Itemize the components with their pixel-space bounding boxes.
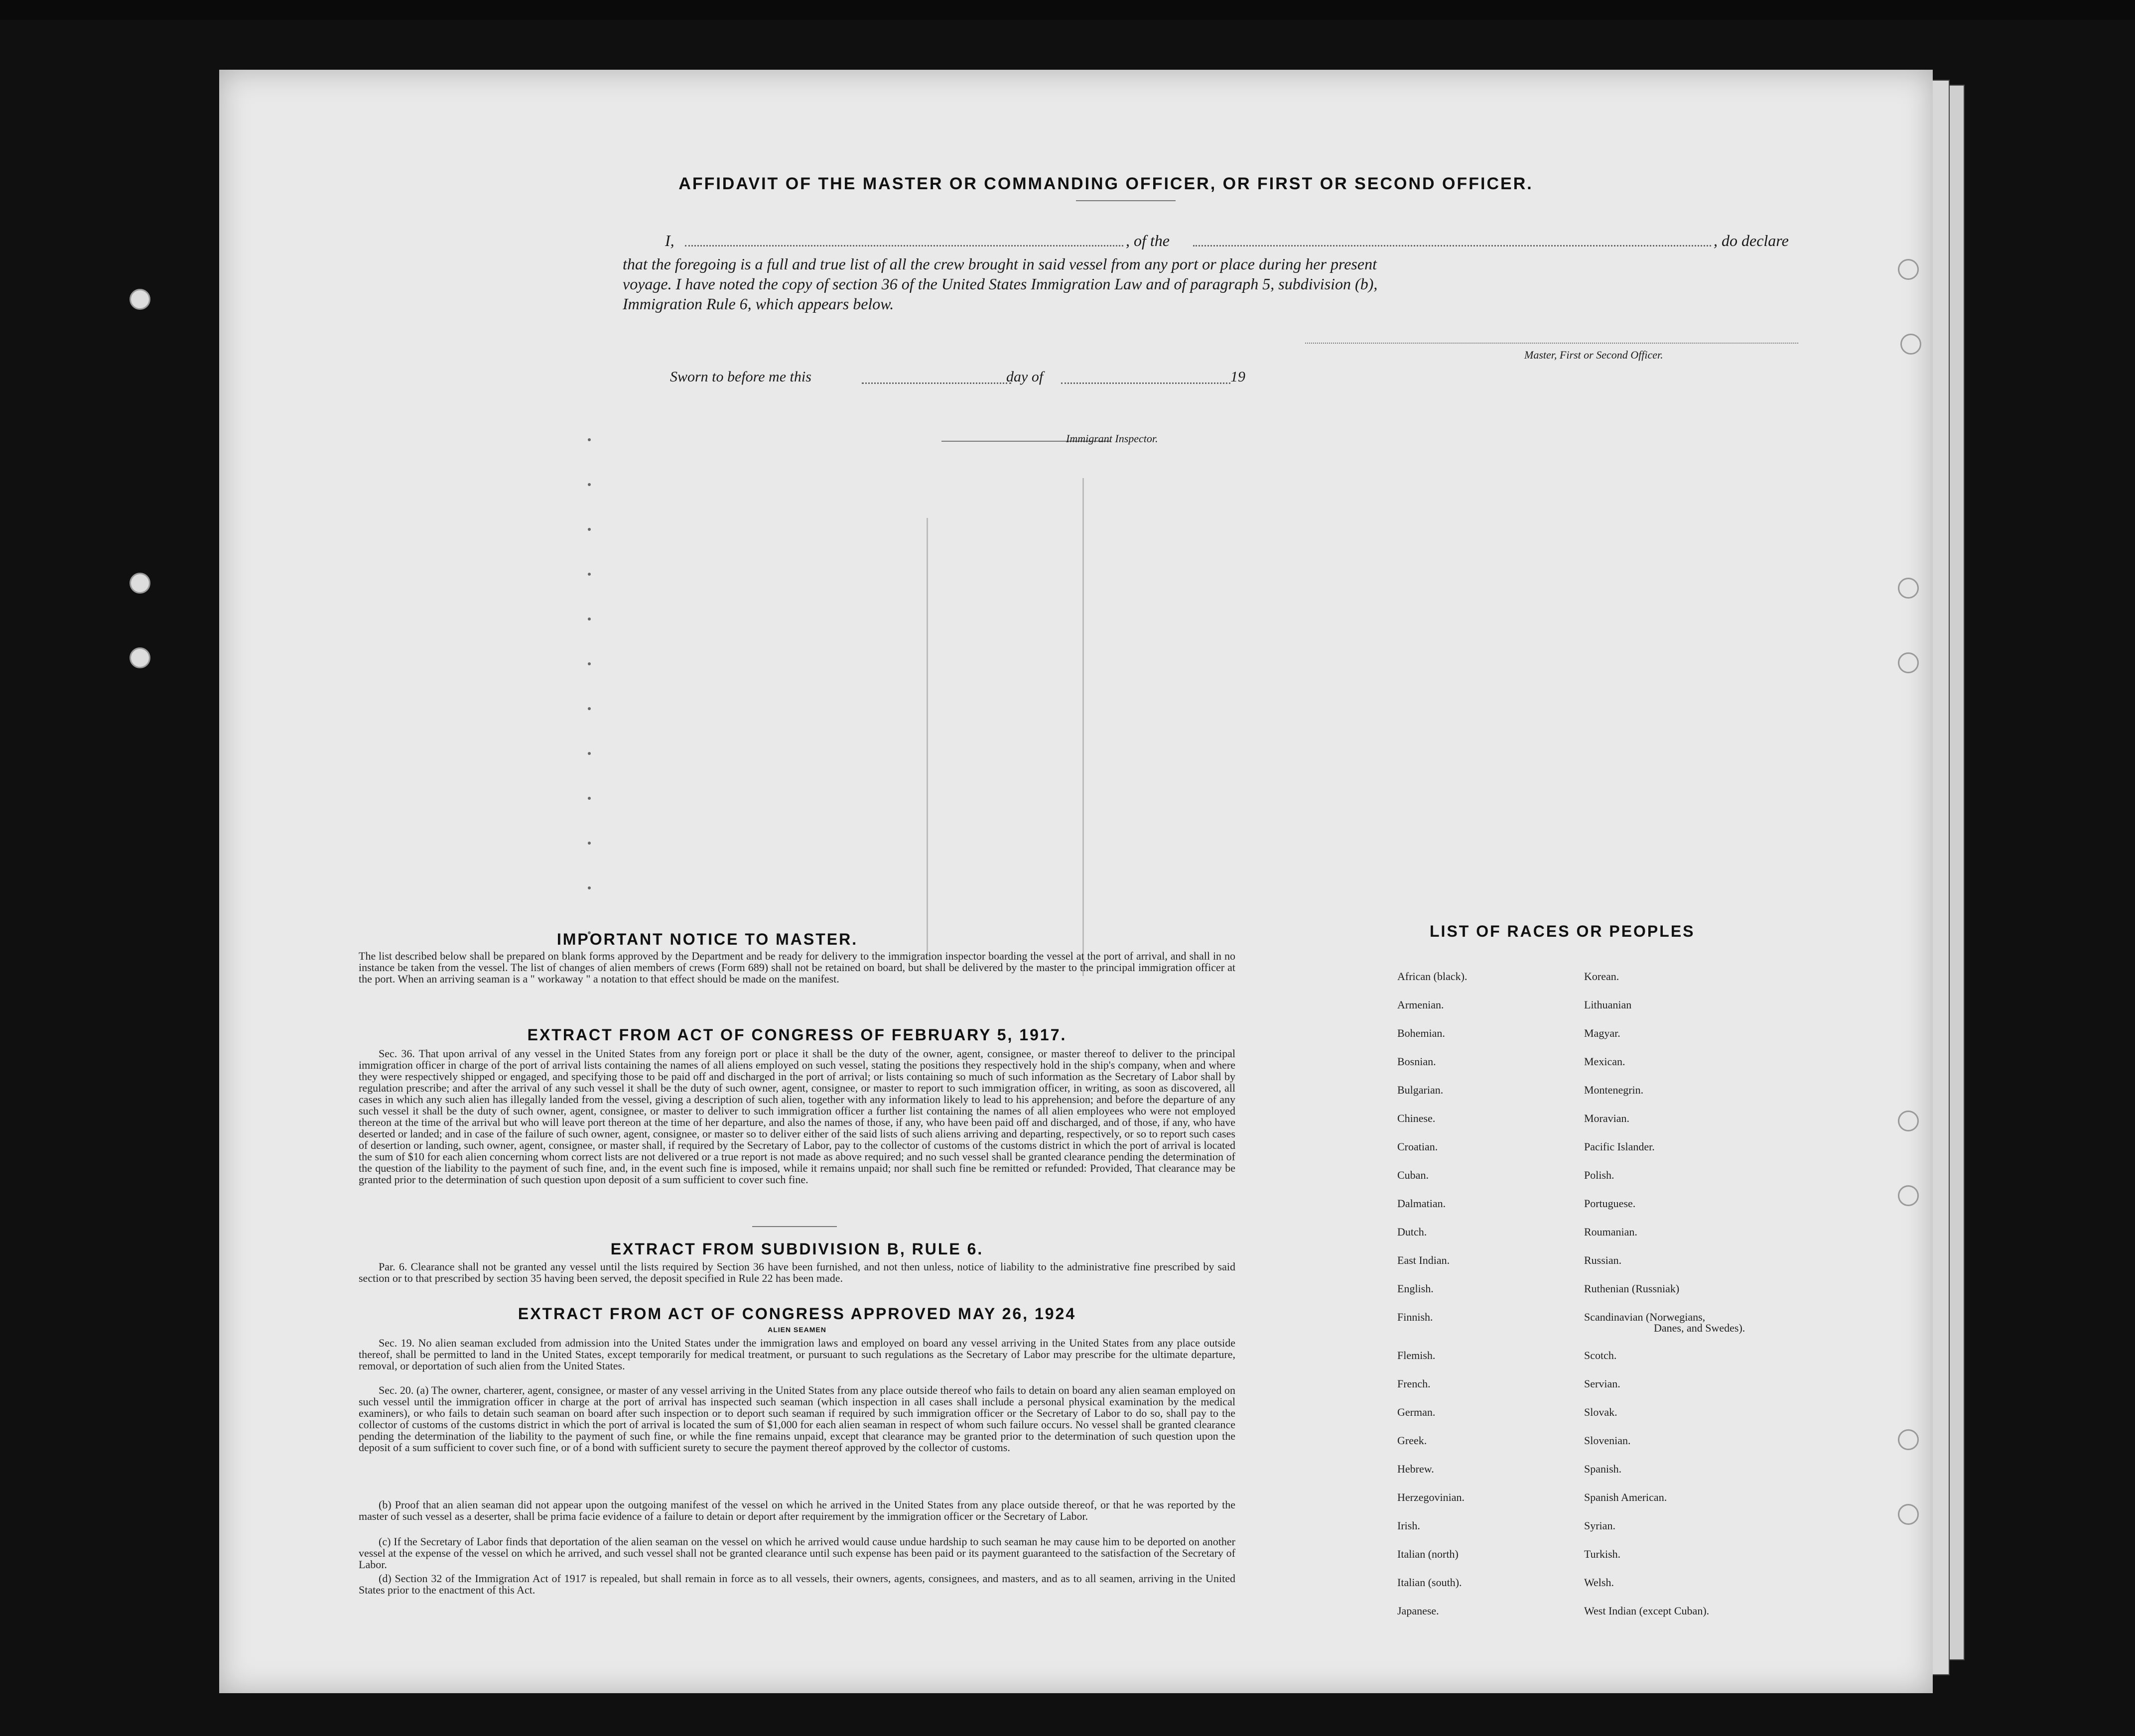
- race-item: Cuban.: [1397, 1169, 1429, 1181]
- affidavit-of-the-label: , of the: [1126, 232, 1170, 249]
- race-item: Slovenian.: [1584, 1434, 1631, 1447]
- extract-1917-title: EXTRACT FROM ACT OF CONGRESS OF FEBRUARY 5, 1917.: [527, 1026, 1067, 1044]
- manifest-page: [219, 70, 1933, 1693]
- race-item: Finnish.: [1397, 1311, 1433, 1323]
- ghost-mark: [588, 797, 591, 800]
- ghost-mark: [588, 528, 591, 531]
- race-item: Greek.: [1397, 1434, 1427, 1447]
- race-item: Bohemian.: [1397, 1027, 1445, 1039]
- sworn-label: Sworn to before me this: [670, 369, 811, 385]
- hole-punch: [130, 647, 150, 668]
- notice-body: The list described below shall be prepared on blank forms approved by the Department and be ready for delivery to the immigration inspector boarding the vessel at the port of arrival, and shall in no instance be taken from the vessel. The list of changes of alien members of crews (Form 689) shall not be retained on board, but shall be delivered by the master to the principal immigration officer at the port. When an arriving seaman is a " workaway " a notation to that effect should be made on the manifest.: [359, 950, 1235, 985]
- extract-rule6-title: EXTRACT FROM SUBDIVISION B, RULE 6.: [610, 1240, 984, 1258]
- sec20d-text: (d) Section 32 of the Immigration Act of 1917 is repealed, but shall remain in force as to all vessels, their owners, agents, consignees, and masters, and as to all seamen, arriving in the United States prior to the enactment of this Act.: [359, 1572, 1235, 1596]
- ghost-mark: [588, 707, 591, 710]
- race-item: Syrian.: [1584, 1519, 1615, 1532]
- sec19-text: Sec. 19. No alien seaman excluded from admission into the United States under the immigration laws and employed on board any vessel arriving in the United States from any place outside thereof, shall be permitted to land in the United States, except temporarily for medical treatment, or pursuant to such regulations as the Secretary of Labor may prescribe for the ultimate departure, removal, or deportation of such alien from the United States.: [359, 1337, 1235, 1372]
- race-item: Russian.: [1584, 1254, 1622, 1266]
- title-rule: [1076, 200, 1176, 201]
- race-item: Scotch.: [1584, 1349, 1617, 1362]
- race-item: Flemish.: [1397, 1349, 1436, 1362]
- affidavit-do-declare-label: , do declare: [1714, 232, 1789, 249]
- binder-ring-hole: [1900, 334, 1921, 355]
- race-item: Bosnian.: [1397, 1055, 1436, 1068]
- declaration-line-2: voyage. I have noted the copy of section 36 of the United States Immigration Law and of paragraph 5, subdivision (b),: [623, 275, 1378, 293]
- race-item: Roumanian.: [1584, 1226, 1637, 1238]
- ghost-mark: [588, 662, 591, 665]
- affidavit-i-label: I,: [665, 232, 674, 249]
- ghost-mark: [588, 886, 591, 889]
- ghost-column-line: [1082, 478, 1084, 976]
- race-item: West Indian (except Cuban).: [1584, 1605, 1710, 1617]
- sworn-day-field[interactable]: [862, 382, 1011, 384]
- sec20c-text: (c) If the Secretary of Labor finds that deportation of the alien seaman on the vessel on which he arrived would cause undue hardship to such seaman he may cause him to be deported on another vessel at the expense of the vessel on which he arrived, and such vessel shall not be granted clearance until such expense has been paid or its payment guaranteed to the satisfaction of the Secretary of Labor.: [359, 1535, 1235, 1571]
- binder-ring-hole: [1898, 578, 1919, 599]
- race-item: Ruthenian (Russniak): [1584, 1282, 1680, 1295]
- section-rule: [752, 1226, 837, 1227]
- hole-punch: [130, 573, 150, 594]
- ghost-mark: [588, 752, 591, 755]
- race-item: Armenian.: [1397, 998, 1444, 1011]
- race-item: Italian (south).: [1397, 1576, 1462, 1589]
- binder-ring-hole: [1898, 1504, 1919, 1525]
- alien-seamen-subtitle: ALIEN SEAMEN: [768, 1326, 826, 1334]
- sworn-month-field[interactable]: [1061, 382, 1230, 384]
- ghost-mark: [588, 483, 591, 486]
- race-item: East Indian.: [1397, 1254, 1450, 1266]
- affidavit-title: AFFIDAVIT OF THE MASTER OR COMMANDING OFFICER, OR FIRST OR SECOND OFFICER.: [678, 174, 1533, 193]
- race-item: Servian.: [1584, 1377, 1620, 1390]
- race-item: Irish.: [1397, 1519, 1420, 1532]
- ghost-mark: [588, 573, 591, 576]
- declaration-line-1: that the foregoing is a full and true list of all the crew brought in said vessel from any port or place during her present: [623, 255, 1377, 273]
- race-item: Turkish.: [1584, 1548, 1621, 1560]
- race-item: Korean.: [1584, 970, 1619, 983]
- race-item: Pacific Islander.: [1584, 1140, 1655, 1153]
- race-item: Herzegovinian.: [1397, 1491, 1465, 1503]
- sec20b-text: (b) Proof that an alien seaman did not appear upon the outgoing manifest of the vessel on which he arrived in the United States from any place outside thereof, or that he was reported by the master of such vessel as a deserter, shall be prima facie evidence of a failure to detain or deport after requirement by the immigration officer or the Secretary of Labor.: [359, 1498, 1235, 1522]
- race-item: Hebrew.: [1397, 1463, 1434, 1475]
- race-item: Chinese.: [1397, 1112, 1436, 1124]
- race-item: Spanish American.: [1584, 1491, 1667, 1503]
- race-item: Moravian.: [1584, 1112, 1630, 1124]
- day-of-label: day of: [1006, 369, 1044, 385]
- master-signature-line[interactable]: [1305, 343, 1798, 344]
- master-signature-label: Master, First or Second Officer.: [1524, 349, 1663, 361]
- ghost-mark: [588, 618, 591, 620]
- race-item: Spanish.: [1584, 1463, 1622, 1475]
- notice-title: IMPORTANT NOTICE TO MASTER.: [556, 930, 858, 948]
- race-item: African (black).: [1397, 970, 1468, 983]
- declaration-line-3: Immigration Rule 6, which appears below.: [623, 295, 894, 313]
- extract-rule6-body: Par. 6. Clearance shall not be granted any vessel until the lists required by Section 36 have been furnished, and not then unless, notice of liability to the administrative fine prescribed by said section or to that prescribed by section 35 having been served, the deposit specified in Rule 22 has been made.: [359, 1260, 1235, 1284]
- race-item: Italian (north): [1397, 1548, 1459, 1560]
- race-item: Portuguese.: [1584, 1197, 1636, 1210]
- year-prefix: 19: [1230, 369, 1245, 385]
- race-item: Welsh.: [1584, 1576, 1614, 1589]
- inspector-label: Immigrant Inspector.: [1066, 432, 1158, 445]
- race-item: Magyar.: [1584, 1027, 1620, 1039]
- vessel-name-field[interactable]: [1193, 245, 1711, 247]
- race-item: Dalmatian.: [1397, 1197, 1446, 1210]
- ghost-mark: [588, 438, 591, 441]
- ghost-column-line: [927, 518, 928, 956]
- race-item: Mexican.: [1584, 1055, 1625, 1068]
- races-title: LIST OF RACES OR PEOPLES: [1430, 922, 1695, 940]
- race-item: Montenegrin.: [1584, 1084, 1644, 1096]
- race-item: French.: [1397, 1377, 1431, 1390]
- race-item: Polish.: [1584, 1169, 1614, 1181]
- race-item: German.: [1397, 1406, 1436, 1418]
- race-item: Slovak.: [1584, 1406, 1617, 1418]
- race-item: Dutch.: [1397, 1226, 1427, 1238]
- binder-ring-hole: [1898, 1429, 1919, 1450]
- race-item: Lithuanian: [1584, 998, 1632, 1011]
- race-item: English.: [1397, 1282, 1434, 1295]
- race-item: Japanese.: [1397, 1605, 1439, 1617]
- declarant-name-field[interactable]: [685, 245, 1123, 247]
- race-scandinavian-continued: Danes, and Swedes).: [1654, 1322, 1745, 1334]
- race-item: Scandinavian (Norwegians,: [1584, 1311, 1706, 1323]
- hole-punch: [130, 289, 150, 310]
- scan-border-top: [0, 0, 2135, 20]
- binder-ring-hole: [1898, 1185, 1919, 1206]
- sec20a-text: Sec. 20. (a) The owner, charterer, agent, consignee, or master of any vessel arriving in the United States from any place outside thereof who fails to detain on board any alien seaman employed on such vessel until the immigration officer in charge at the port of arrival has inspected such seaman (which inspection in all cases shall include a personal physical examination by the medical examiners), or who fails to detain such seaman on board after such inspection or to deport such seaman if required by such immigration officer or the Secretary of Labor to do so, shall pay to the collector of customs of the customs district in which the port of arrival is located the sum of $1,000 for each alien seaman in respect of whom such failure occurs. No vessel shall be granted clearance pending the determination of the liability to the payment of such fine, or while the fine remains unpaid, except that clearance may be granted prior to the determination of such question upon the deposit of a sum sufficient to cover such fine, or of a bond with sufficient surety to secure the payment thereof approved by the collector of customs.: [359, 1384, 1235, 1454]
- race-item: Bulgarian.: [1397, 1084, 1444, 1096]
- binder-ring-hole: [1898, 1111, 1919, 1131]
- binder-ring-hole: [1898, 259, 1919, 280]
- ghost-mark: [588, 842, 591, 845]
- extract-1917-body: Sec. 36. That upon arrival of any vessel in the United States from any foreign port or place it shall be the duty of the owner, agent, consignee, or master thereof to deliver to the principal immigration officer in charge of the port of arrival lists containing the names of all aliens employed on such vessel, stating the positions they respectively hold in the ship's company, when and where they were respectively shipped or engaged, and specifying those to be paid off and discharged in the port of arrival; or lists containing so much of such information as the Secretary of Labor shall by regulation prescribe; and after the arrival of any such vessel it shall be the duty of such owner, agent, consignee, or master to report to such immigration officer, in writing, as soon as discovered, all cases in which any such alien has illegally landed from the vessel, giving a description of such alien, together with any information likely to lead to his apprehension; and before the departure of any such vessel it shall be the duty of such owner, agent, consignee, or master to deliver to such immigration officer a further list containing the names of all alien employees who were not employed thereon at the time of the arrival but who will leave port thereon at the time of her departure, and also the names of those, if any, who have been paid off and discharged, and of those, if any, who have deserted or landed; and in case of the failure of such owner, agent, consignee, or master so to deliver either of the said lists of such aliens arriving and departing, respectively, or so to report such cases of desertion or landing, such owner, agent, consignee, or master shall, if required by the Secretary of Labor, pay to the collector of customs of the customs district in which the port of arrival is located the sum of $10 for each alien concerning whom correct lists are not delivered or a true report is not made as above required; and no such vessel shall be granted clearance pending the determination of the question of the liability to the payment of such fine, and, in the event such fine is imposed, while it remains unpaid; nor shall such fine be remitted or refunded: Provided, That clearance may be granted prior to the determination of such question upon deposit of a sum sufficient to cover such fine.: [359, 1047, 1235, 1186]
- binder-ring-hole: [1898, 652, 1919, 673]
- extract-1924-title: EXTRACT FROM ACT OF CONGRESS APPROVED MAY 26, 1924: [518, 1305, 1076, 1323]
- race-item: Croatian.: [1397, 1140, 1438, 1153]
